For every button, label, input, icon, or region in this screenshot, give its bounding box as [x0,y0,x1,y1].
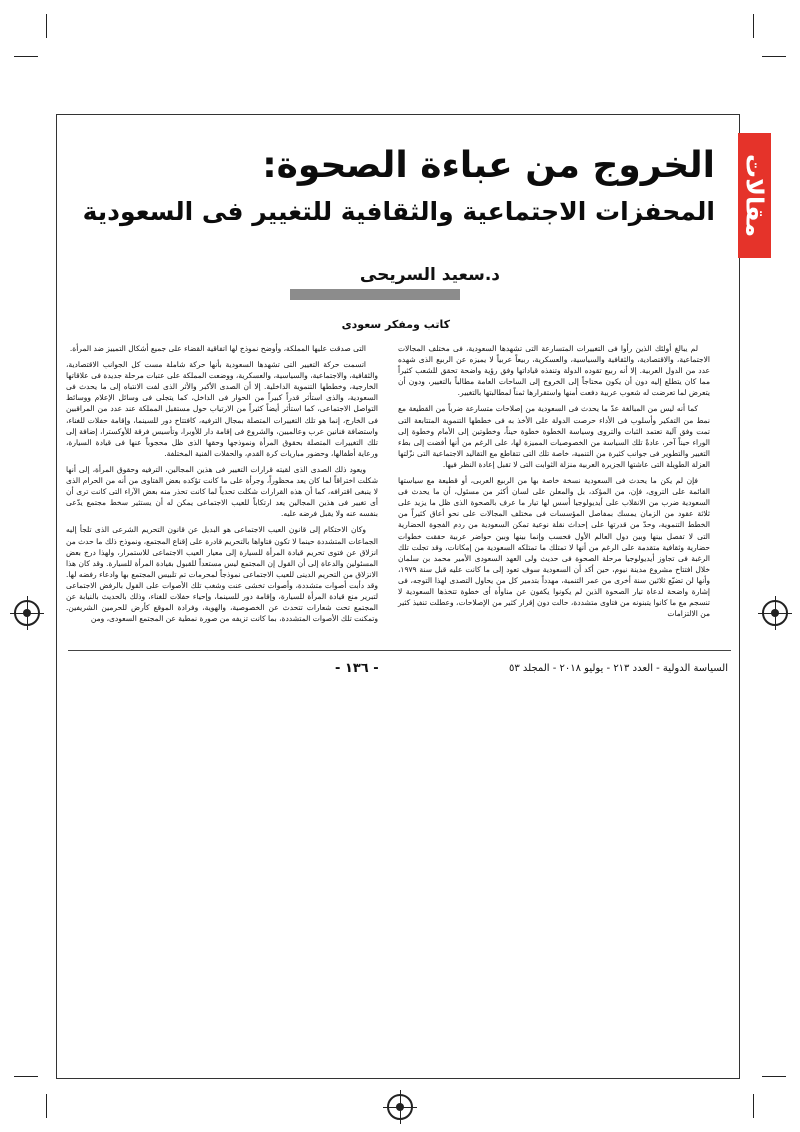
paragraph: اتسمت حركة التغيير التى تشهدها السعودية بأنها حركة شاملة مست كل الجوانب الاقتصادية، والثقافية، والاجتماعية، والسياسية، والعسكرية، ووضعت المملكة على عتبات مرحلة جديدة فى علاقاتها الخارجية، وخططها التنموية الداخلية. إلا أن الصدى الأكبر والأثر الذى لفت الانتباه إلى ما يحدث فى السعودية، والذى استأثر قدراً كبيراً من الحوار فى الداخل، كما يتجلى فى وسائل الإعلام ووسائط التواصل الاجتماعى، كما استأثر أيضاً كثيراً من الارتياب حول مستقبل المملكة عند عدد من المراقبين فى الخارج، إنما هو تلك التغييرات المتصلة بمجال الترفيه، كافتتاح دور للسينما، وإقامة حفلات للغناء، واستضافة فنانين عرب وعالميين، والشروع فى إقامة دار للأوبرا، وتأسيس فرقة للأوكسترا، إضافة إلى تلك التغييرات المتصلة بحقوق المرأة ونموذجها وحقها الذى ظل محجوباً عنها فى قيادة السيارة، ورعاية أطفالها، وحضور مباريات كرة القدم، والحفلات الفنية المختلفة. [66,360,378,458]
paragraph: كما أنه ليس من المبالغة عدّ ما يحدث فى السعودية من إصلاحات متسارعة ضرباً من القطيعة مع نمط من التفكير وأسلوب فى الأداء حرصت الدولة على الأخذ به فى خططها التنموية المتتابعة التى تمت وفق آلية تعتمد الثبات والتروى وسياسة الخطوة خطوة حيناً، وخطوتين إلى الأمام وخطوة إلى الوراء حيناً آخر، عادةً تلك السياسة من الخصوصيات المميزة لها، على الرغم من أنها أفضت إلى بطء التغيير والتطوير فى جوانب كثيرة من التنمية، خاصة تلك التى تتقاطع مع التقاليد الاجتماعية التى نزّلتها العزلة الطويلة التى عاشتها الجزيرة العربية منزلة الثوابت التى لا تقبل إعادة النظر فيها. [398,404,710,469]
author-name: د.سعيد السريحى [359,265,500,285]
paragraph: التى صدقت عليها المملكة، وأوضح نموذج لها اتفاقية القضاء على جميع أشكال التمييز ضد المرأة. [69,344,366,353]
crop-mark [14,1076,38,1077]
journal-info: السياسة الدولية - العدد ٢١٣ - يوليو ٢٠١٨ - المجلد ٥٣ [508,663,728,674]
crop-mark [753,1094,754,1118]
registration-mark-icon [14,600,40,626]
paragraph: لم يبالغ أولئك الذين رأوا فى التغييرات المتسارعة التى تشهدها السعودية، فى مختلف المجالات الاجتماعية، والاقتصادية، والثقافية والسياسية، والعسكرية، ربيعاً عربياً لا يميزه عن الربيع الذى شهده عدد من الدول العربية. إلا أنه ربيع تقوده الدولة وتنفذه قياداتها وفق رؤية واضحة تحقق للشعب كثيراً مما كان يتطلع إليه دون أن يكون محتاجاً إلى الخروج إلى الساحات العامة مطالباً بالتغيير، ودون أن يتعرض لما تعرضت له شعوب عربية دفعت أمنها واستقرارها ثمناً لمطالبتها بالتغيير. [398,344,710,398]
registration-mark-icon [387,1094,413,1120]
paragraph: فإن لم يكن ما يحدث فى السعودية نسخة خاصة بها من الربيع العربى، أو قطيعة مع سياستها القائمة على التروى، فإن، من المؤكد، بل والمعلن على لسان أكثر من مسئول، أن ما يحدث فى السعودية ضرب من الانقلاب على أيديولوجيا أسس لها تيار ما عرف بالصحوة الذى ظل ما يزيد على ثلاثة عقود من الزمان يمسك بمفاصل المؤسسات فى مختلف المجالات على نحو أعاق كثيراً من الخطط التنموية، وحدّ من قدرتها على إحداث نقلة نوعية تمكن السعودية من ردم الفجوة الحضارية التى لا تفصل بينها وبين دول العالم الأول فحسب وإنما بينها وبين حواضر عربية حققت خطوات حضارية وثقافية متقدمة على الرغم من أنها لا تمتلك ما تمتلكه السعودية من إمكانات، وقد تجلت تلك الرغبة فى تجاوز أيديولوجيا مرحلة الصحوة فى حديث ولى العهد السعودى الأمير محمد بن سلمان خلال افتتاح مشروع مدينة نيوم، حين أكد أن السعودية سوف تعود إلى ما كانت عليه قبل سنة ١٩٧٩، وأنها لن تضيّع ثلاثين سنة أخرى من عمر التنمية، مهدداً بتدمير كل من يحاول التصدى لهذا التوجه، فى إشارة واضحة لدعاة تيار الصحوة الذين لم يكونوا يكفون عن مناوأة أى خطوة تتخذها السعودية لا تنسجم مع ما كانوا يتبنونه من فتاوى متشددة، حالت دون إقرار كثير من الإصلاحات، وعطلت تنفيذ كثير من الالتزامات [398,476,710,619]
section-tab [738,133,771,258]
article-column-left [66,343,378,629]
registration-mark-icon [762,600,788,626]
author-underline [290,289,460,300]
article-title-line1: الخروج من عباءة الصحوة: [262,145,715,186]
crop-mark [762,56,786,57]
page-number: - ١٣٦ - [335,661,379,676]
crop-mark [46,14,47,38]
author-role: كاتب ومفكر سعودى [341,318,450,331]
article-title-line2: المحفزات الاجتماعية والثقافية للتغيير فى السعودية [82,197,715,226]
section-label: مقالات [740,153,769,238]
crop-mark [762,1076,786,1077]
crop-mark [14,56,38,57]
paragraph: وكان الاحتكام إلى قانون العيب الاجتماعى هو البديل عن قانون التحريم الشرعى الذى تلجأ إليه الجماعات المتشددة حينما لا تكون فتاواها بالتحريم قادرة على إقناع المجتمع، ونموذج ذلك ما حدث من انزلاق عن فتوى تحريم قيادة المرأة للسيارة إلى معيار العيب الاجتماعى للاستمرار، ولهذا درج بعض المسئولين والدعاة إلى أن القول إن المجتمع ليس مستعداً للقبول بقيادة المرأة للسيارة. وقد كان هذا الانزلاق من التحريم الدينى للعيب الاجتماعى نموذجاً لمحرمات تم تلبيس المجتمع بها وادعاء رفضه لها. وقد دأبت أصوات متشددة، وأصوات تخشى عنت وشغب تلك الأصوات على القول بالرفض الاجتماعى لتبرير منع قيادة المرأة للسيارة، وإقامة دور للسينما، وإحياء حفلات للغناء، وذلك بالحديث بالنيابة عن المجتمع تحت شعارات تتحدث عن الخصوصية، والهوية، وفرادة الموقع كأرض للحرمين الشريفين. وتمكنت تلك الأصوات المتشددة، بما كانت تزيفه من صورة نمطية عن المجتمع السعودى، ومن [66,525,378,624]
footer-rule [68,650,731,651]
paragraph: ويعود ذلك الصدى الذى لقيته قرارات التغيير فى هذين المجالين، الترفيه وحقوق المرأة، إلى أنها شكلت اختراقاً لما كان يعد محظوراً، وجرأة على ما كانت تؤكده بعض الفتاوى من أنه من الحرام الذى لا ينبغى اقترافه، كما أن هذه القرارات شكلت تحدياً لما كانت تحذر منه بعض الآراء التى كانت ترى أن أى تغيير فى هذين المجالين يعد ارتكاباً للعيب الاجتماعى يمكن له أن يستثير سخط مجتمع يدّعى بنفسه عنه ولا يقبل فرضه عليه. [66,464,378,519]
article-column-right [398,343,710,624]
crop-mark [753,14,754,38]
crop-mark [46,1094,47,1118]
